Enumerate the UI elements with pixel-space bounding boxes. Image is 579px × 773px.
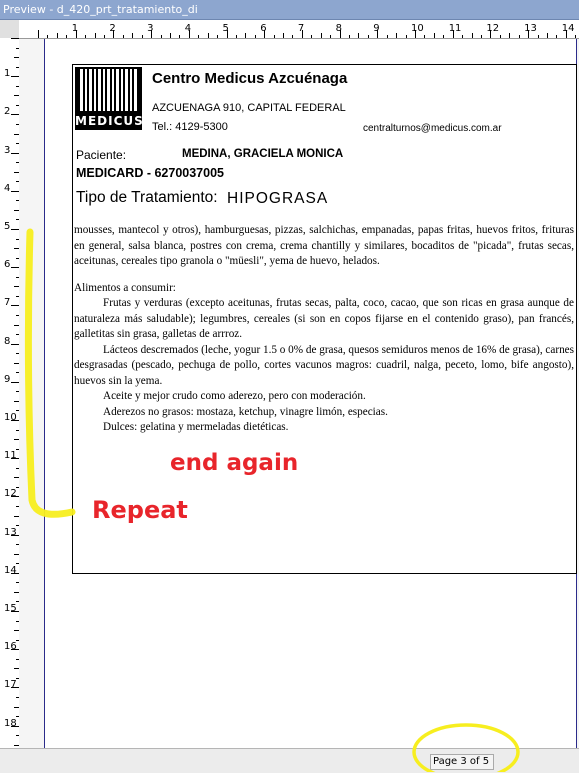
ruler-tick — [538, 35, 539, 38]
allowed-foods-heading: Alimentos a consumir: — [74, 281, 176, 294]
ruler-number: 11 — [4, 450, 17, 462]
treatment-label: Tipo de Tratamiento: — [76, 189, 218, 206]
ruler-tick — [104, 35, 105, 38]
ruler-number: 16 — [4, 641, 17, 653]
allowed-item-oil: Aceite y mejor crudo como aderezo, pero con moderación. — [103, 390, 366, 402]
ruler-number: 4 — [4, 182, 11, 194]
ruler-tick — [11, 267, 19, 268]
ruler-number: 3 — [147, 23, 154, 34]
ruler-number: 10 — [4, 412, 17, 423]
clinic-phone: Tel.: 4129-5300 — [152, 121, 228, 133]
ruler-tick — [11, 76, 19, 77]
ruler-tick — [556, 35, 557, 38]
ruler-tick — [47, 35, 48, 38]
patient-label: Paciente: — [76, 148, 127, 162]
ruler-tick — [358, 33, 359, 38]
ruler-number: 9 — [4, 373, 11, 385]
ruler-number: 2 — [109, 23, 116, 34]
ruler-number: 5 — [222, 23, 229, 34]
ruler-tick — [11, 38, 19, 39]
ruler-tick — [443, 35, 444, 38]
status-bar — [0, 748, 579, 773]
ruler-tick — [85, 35, 86, 38]
ruler-number: 12 — [4, 488, 17, 500]
ruler-tick — [311, 35, 312, 38]
ruler-tick — [11, 153, 19, 154]
ruler-tick — [274, 35, 275, 38]
allowed-item-dressings: Aderezos no grasos: mostaza, ketchup, vinagre limón, especias. — [103, 405, 388, 418]
ruler-tick — [500, 35, 501, 38]
ruler-number: 13 — [524, 23, 537, 34]
window-title: Preview - d_420_prt_tratamiento_di — [3, 3, 198, 16]
ruler-tick — [283, 33, 284, 38]
ruler-tick — [330, 35, 331, 38]
clinic-email: centralturnos@medicus.com.ar — [363, 123, 502, 134]
ruler-number: 1 — [4, 68, 11, 80]
ruler-tick — [292, 35, 293, 38]
clinic-name: Centro Medicus Azcuénaga — [152, 70, 348, 87]
medicard-number: MEDICARD - 6270037005 — [76, 166, 224, 180]
ruler-tick — [519, 35, 520, 38]
ruler-number: 2 — [4, 106, 11, 118]
treatment-value: HIPOGRASA — [227, 190, 329, 207]
allowed-item-dairy: Lácteos descremados (leche, yogur 1.5 o 0% de grasa, quesos semiduros menos de 16% de grasa), carnes desgrasadas (pescado, pechuga de pollo, cortes vacunos magros: cuadril, nalga, peceto, lomo, bife angosto), huevos sin la yema. — [74, 343, 574, 387]
ruler-tick — [66, 35, 67, 38]
ruler-number: 6 — [260, 23, 267, 34]
ruler-tick — [387, 35, 388, 38]
horizontal-ruler — [19, 20, 579, 39]
ruler-number: 5 — [4, 221, 11, 232]
ruler-tick — [368, 35, 369, 38]
ruler-tick — [38, 30, 39, 38]
ruler-tick — [11, 305, 19, 306]
ruler-number: 17 — [4, 679, 17, 691]
ruler-number: 8 — [4, 335, 11, 347]
ruler-tick — [424, 35, 425, 38]
ruler-number: 1 — [71, 23, 79, 34]
ruler-tick — [132, 33, 133, 38]
allowed-item-sweets: Dulces: gelatina y mermeladas dietéticas. — [103, 421, 289, 433]
ruler-number: 7 — [4, 297, 11, 309]
ruler-tick — [161, 35, 162, 38]
ruler-number: 4 — [184, 23, 192, 34]
ruler-tick — [11, 382, 19, 383]
ruler-tick — [245, 33, 246, 38]
ruler-tick — [396, 33, 397, 38]
ruler-number: 13 — [4, 526, 17, 538]
ruler-tick — [179, 35, 180, 38]
medicus-logo — [75, 67, 142, 130]
ruler-tick — [57, 33, 58, 38]
ruler-tick — [11, 114, 19, 115]
ruler-tick — [509, 33, 510, 38]
allowed-item-fruits: Frutas y verduras (excepto aceitunas, frutas secas, palta, coco, cacao, que son ricas en grasa aunque de naturaleza más saludable); legumbres, cereales (si son en copos fijarse en el contenido graso), pan francés, galletitas sin grasa, galletas de arrroz. — [74, 297, 574, 340]
ruler-corner — [0, 20, 20, 39]
ruler-tick — [434, 33, 435, 38]
ruler-number: 3 — [4, 144, 11, 156]
ruler-tick — [11, 344, 19, 345]
ruler-tick — [575, 35, 576, 38]
ruler-number: 14 — [4, 564, 17, 576]
ruler-number: 10 — [411, 23, 424, 34]
ruler-tick — [11, 191, 19, 192]
ruler-tick — [217, 35, 218, 38]
excluded-foods-paragraph: mousses, mantecol y otros), hamburguesas, pizzas, salchichas, empanadas, papas fritas, huevos fritos, frituras en general, salsa blanca, postres con crema, crema chantilly y similares, bocaditos de "picada", frutas secas, aceitunas, cereales tipo granola o "müesli", yema de huevo, helados. — [74, 224, 574, 267]
ruler-tick — [170, 33, 171, 38]
ruler-tick — [547, 33, 548, 38]
patient-name: MEDINA, GRACIELA MONICA — [182, 148, 344, 160]
ruler-tick — [349, 35, 350, 38]
ruler-tick — [123, 35, 124, 38]
ruler-tick — [11, 229, 19, 230]
ruler-number: 7 — [297, 23, 305, 34]
annotation-repeat: Repeat — [92, 496, 188, 524]
ruler-tick — [406, 35, 407, 38]
ruler-number: 11 — [448, 23, 462, 34]
ruler-number: 14 — [561, 23, 575, 34]
preview-canvas[interactable] — [19, 39, 579, 748]
logo-barcode-icon — [80, 69, 137, 111]
ruler-tick — [321, 33, 322, 38]
ruler-number: 18 — [4, 717, 17, 729]
ruler-number: 6 — [4, 259, 11, 271]
ruler-tick — [472, 33, 473, 38]
ruler-tick — [481, 35, 482, 38]
ruler-number: 15 — [4, 603, 17, 614]
ruler-tick — [95, 33, 96, 38]
ruler-tick — [255, 35, 256, 38]
ruler-tick — [208, 33, 209, 38]
ruler-number: 8 — [335, 23, 342, 34]
ruler-tick — [142, 35, 143, 38]
ruler-tick — [198, 35, 199, 38]
ruler-number: 9 — [373, 23, 380, 34]
ruler-tick — [462, 35, 463, 38]
vertical-ruler — [0, 38, 20, 748]
report-page — [44, 39, 577, 748]
clinic-address: AZCUENAGA 910, CAPITAL FEDERAL — [152, 102, 346, 114]
annotation-end-again: end again — [170, 450, 299, 476]
ruler-tick — [236, 35, 237, 38]
logo-text: MEDICUS — [75, 114, 144, 128]
diet-instructions — [74, 223, 574, 436]
page-indicator: Page 3 of 5 — [430, 754, 494, 770]
window-titlebar — [0, 0, 579, 20]
ruler-number: 12 — [486, 23, 500, 34]
